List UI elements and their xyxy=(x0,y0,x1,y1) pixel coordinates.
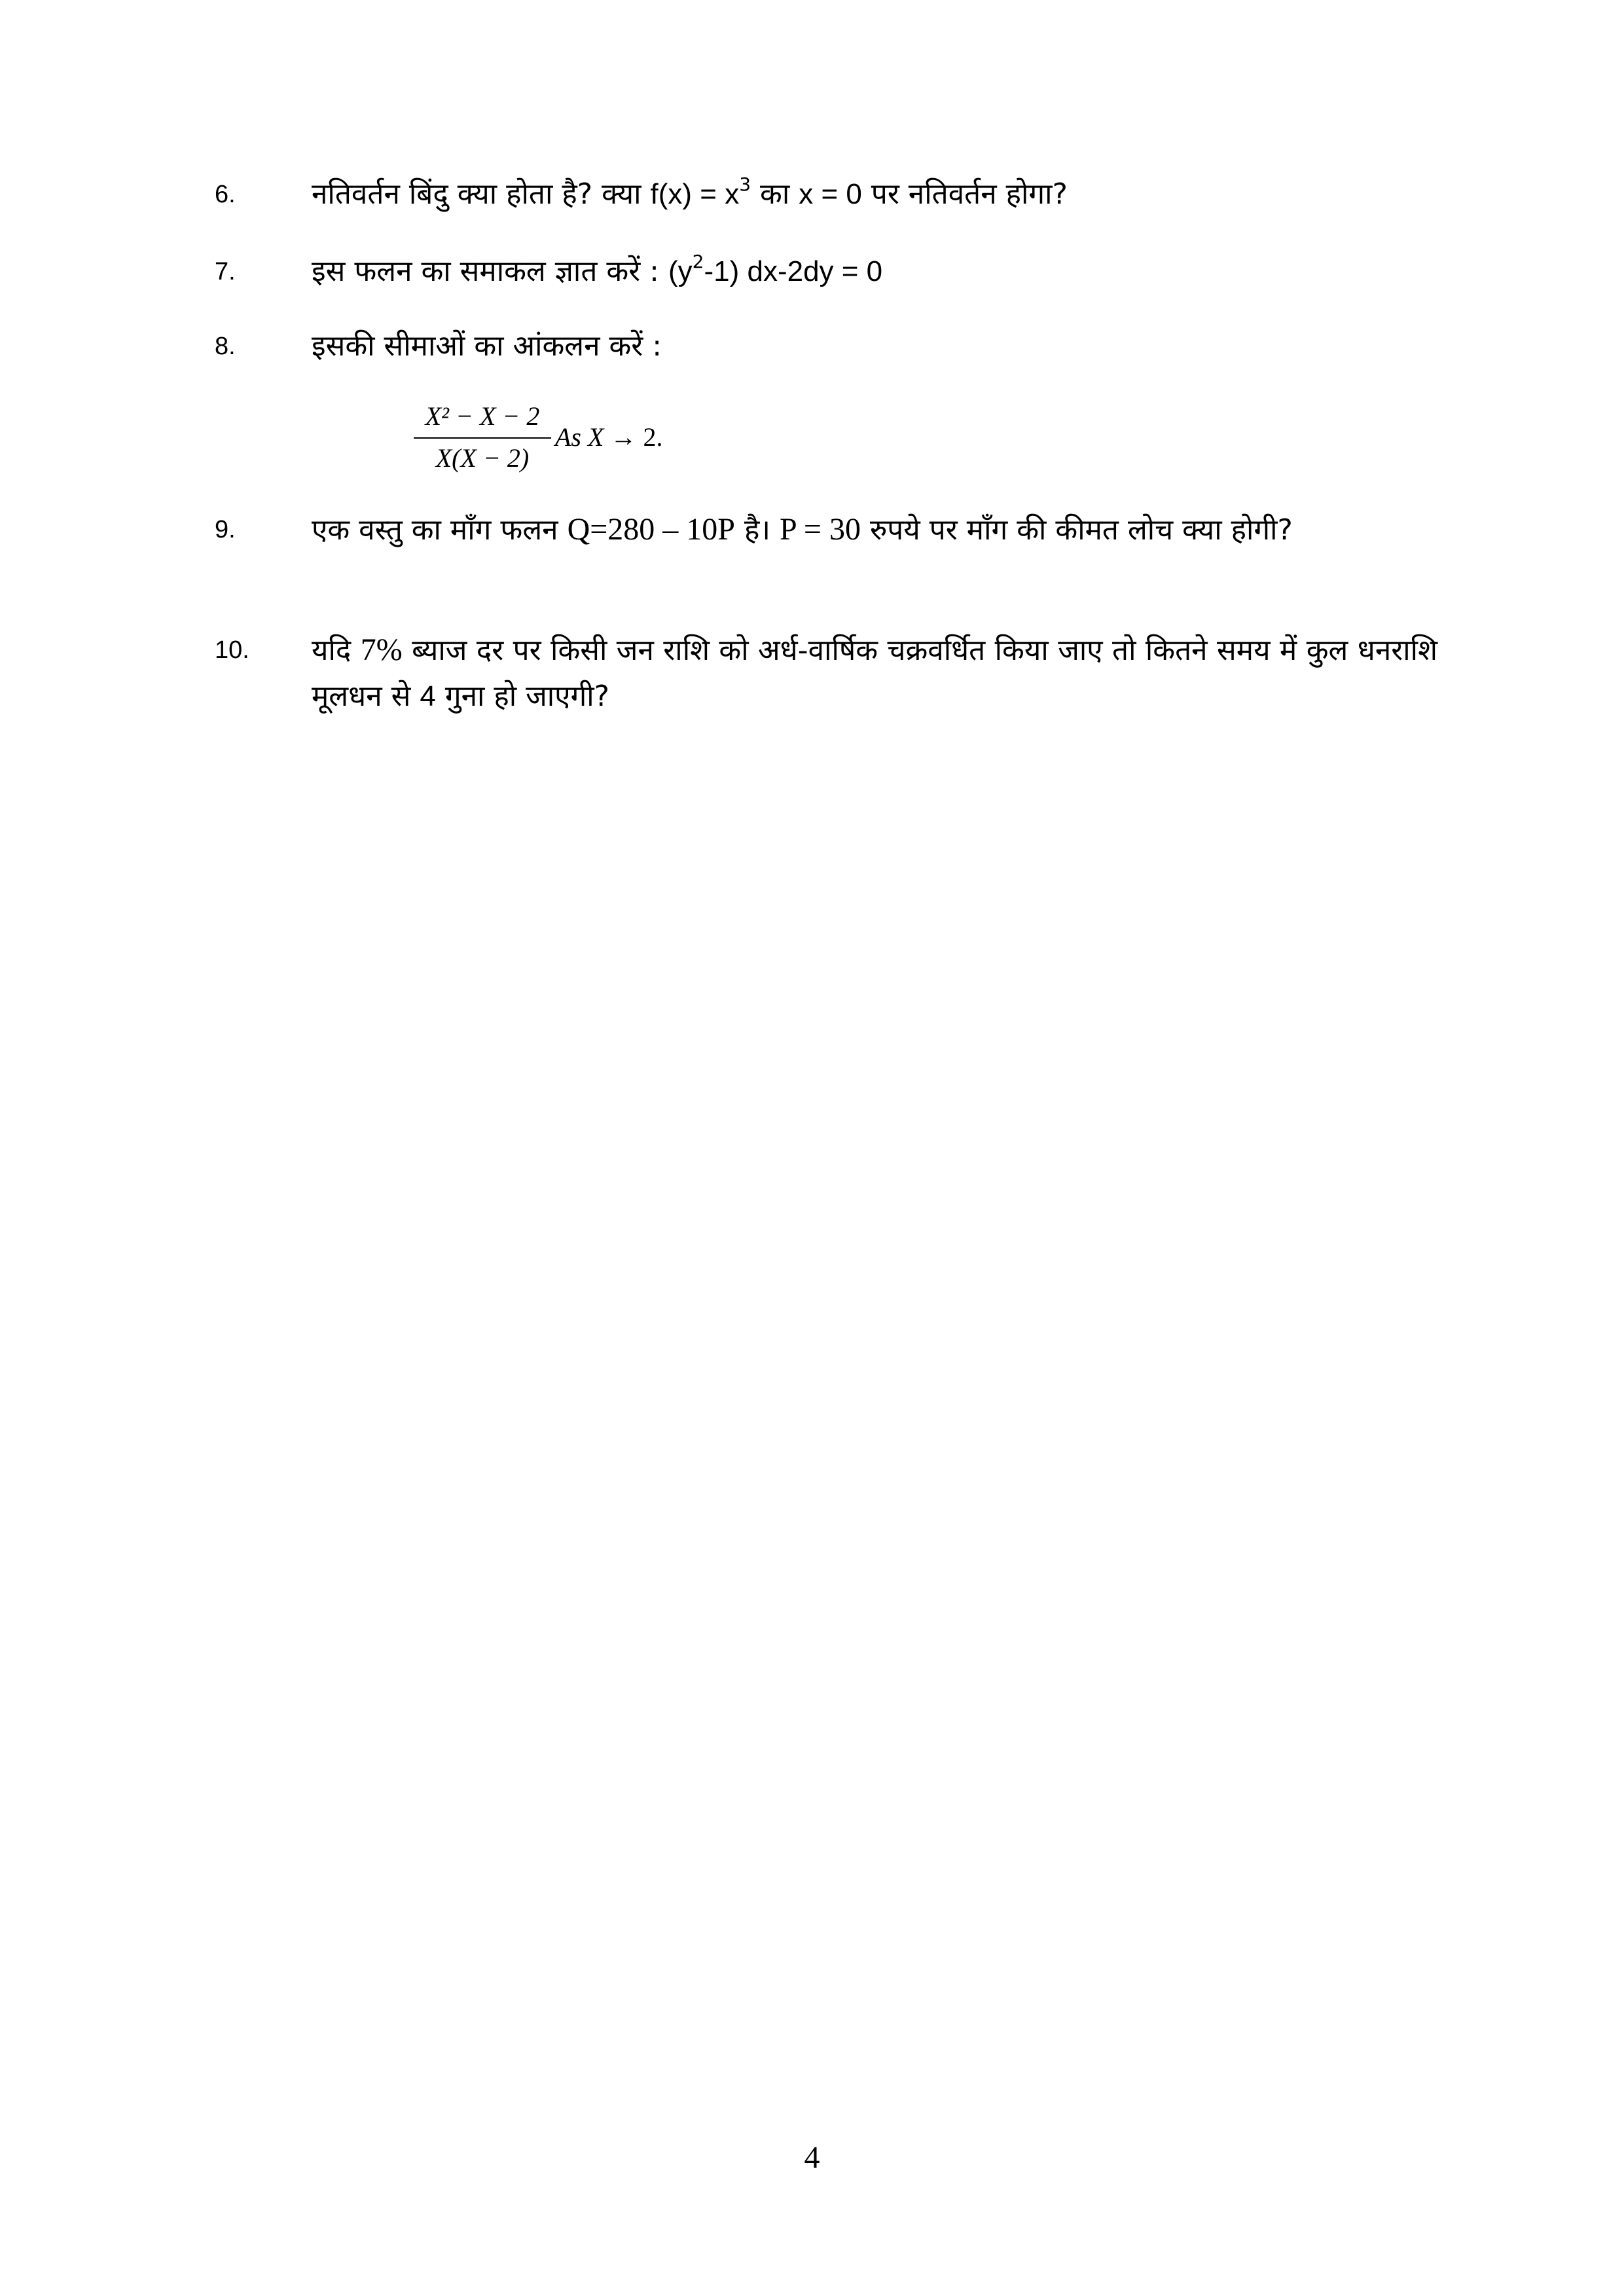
fraction-denominator: X(X − 2) xyxy=(435,443,530,473)
math-expression: -1) dx-2dy = 0 xyxy=(704,255,883,287)
question-text-hindi: पर नतिवर्तन होगा? xyxy=(861,177,1068,211)
math-expression: x = 0 xyxy=(799,178,862,210)
math-expression: 7% xyxy=(360,632,403,667)
math-expression: P = 30 xyxy=(780,512,861,547)
math-expression: (y xyxy=(668,255,693,287)
question-text xyxy=(312,249,1437,295)
fraction-numerator: X² − X − 2 xyxy=(425,401,540,431)
question-number: 7. xyxy=(215,258,236,285)
question-number: 8. xyxy=(215,333,236,360)
question-number: 9. xyxy=(215,516,236,543)
math-expression: f(x) = x xyxy=(650,178,740,210)
limit-condition xyxy=(555,422,662,452)
question-text-hindi: रुपये पर माँग की कीमत लोच क्या होगी? xyxy=(861,513,1293,547)
limit-value: 2. xyxy=(643,422,663,452)
arrow-icon: → xyxy=(610,422,637,452)
question-text-hindi: है। xyxy=(735,513,780,547)
superscript: 3 xyxy=(739,173,751,195)
question-text xyxy=(312,507,1437,553)
question-text-hindi: गुना हो जाएगी? xyxy=(435,680,610,713)
question-text xyxy=(312,627,1437,720)
question-text-hindi: यदि xyxy=(312,634,361,667)
question-text-hindi: नतिवर्तन बिंदु क्या होता है? क्या xyxy=(312,177,651,211)
superscript: 2 xyxy=(692,251,704,272)
question-number: 10. xyxy=(215,636,249,664)
math-expression: Q=280 – 10P xyxy=(567,512,735,547)
math-expression: 4 xyxy=(420,680,436,712)
question-text-hindi: एक वस्तु का माँग फलन xyxy=(312,513,568,547)
limit-variable: As X xyxy=(555,422,604,452)
question-text-hindi: ब्याज दर पर किसी जन राशि को अर्ध-वार्षिक चक्रवर्धित किया जाए तो कितने समय में कुल धनराशि मूलधन से xyxy=(312,634,1437,713)
question-number: 6. xyxy=(215,181,236,208)
fraction-bar xyxy=(414,437,551,439)
question-text-hindi: इस फलन का समाकल ज्ञात करें : xyxy=(312,255,668,288)
question-text-hindi: का xyxy=(751,177,799,211)
question-text xyxy=(312,172,1437,217)
page-number: 4 xyxy=(804,2140,820,2175)
question-text: इसकी सीमाओं का आंकलन करें : xyxy=(312,329,662,363)
